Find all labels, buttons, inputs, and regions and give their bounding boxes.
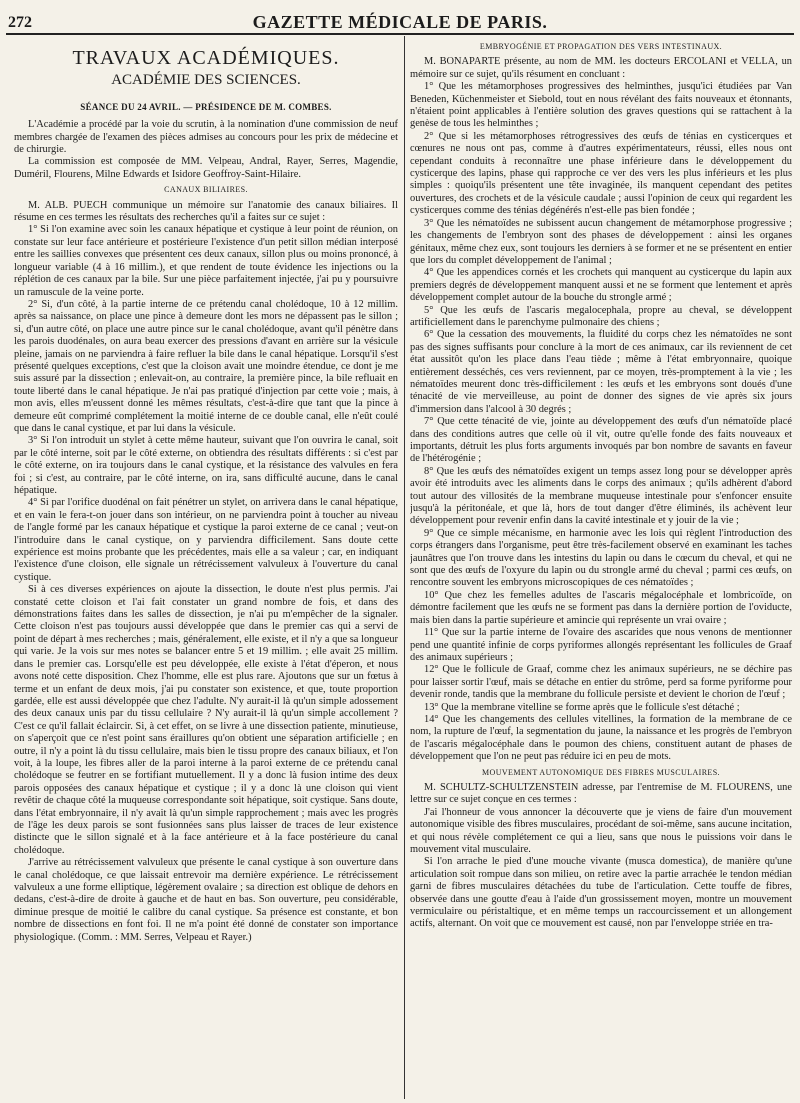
paragraph: 1° Que les métamorphoses progressives des helminthes, jusqu'ici étudiées par Van Beneden, Küchenmeister et Siebold, tout en nous révélant des faits nouveaux et étonnants, n'étaient point applicables à l'entière solution des graves questions qui se rattachent à la genèse de tous les helminthes ; bbox=[410, 81, 792, 130]
paragraph: 11° Que sur la partie interne de l'ovaire des ascarides que nous venons de mentionner pend une quantité infinie de corps pyriformes allongés représentant les follicules de Graaf des animaux supérieurs ; bbox=[410, 627, 792, 663]
paragraph: J'arrive au rétrécissement valvuleux que présente le canal cystique à son ouverture dans le canal cholédoque, ce que laissait entrevoir ma dernière expérience. Le rétrécissement valvuleux a une forme elliptique, légèrement ovalaire ; sa direction est oblique de dehors en dedans, c'est-à-dire de droite à gauche et de haut en bas. Son ouverture, peu considérable, diminue presque de moitié le calibre du canal cystique. Sa présence est constante, et bon nombre de dissections en font foi. Il ne m'a point été donné de constater son importance physiologique. (Comm. : MM. Serres, Velpeau et Rayer.) bbox=[14, 857, 398, 943]
paragraph: 14° Que les changements des cellules vitellines, la formation de la membrane de ce nom, la rupture de l'œuf, la segmentation du jaune, la naissance et les progrès de l'embryon de l'ascaris mégalocéphale dans le poumon des chiens, constituent autant de phases de développement que l'on ne peut pas réduire ici en peu de mots. bbox=[410, 713, 792, 763]
right-column bbox=[410, 38, 792, 1099]
page-header bbox=[6, 4, 794, 34]
paragraph: 5° Que les œufs de l'ascaris megalocephala, propre au cheval, se développent artificiellement dans le parenchyme pulmonaire des chiens ; bbox=[410, 304, 792, 328]
page-number: 272 bbox=[8, 14, 32, 31]
section-heading: CANAUX BILIAIRES. bbox=[164, 185, 248, 195]
column-divider bbox=[404, 36, 405, 1099]
section-heading: MOUVEMENT AUTONOMIQUE DES FIBRES MUSCULAIRES. bbox=[482, 767, 720, 777]
paragraph: 13° Que la membrane vitelline se forme après que le follicule s'est détaché ; bbox=[424, 701, 740, 713]
paragraph: Si l'on arrache le pied d'une mouche vivante (musca domestica), de manière qu'une articulation soit rompue dans son milieu, on retire avec la partie arrachée le tendon médian garni de fibres musculaires détachées du tube de l'articulation. Cette touffe de fibres, observée dans une goutte d'eau à l'aide d'un grossissement moyen, montre un mouvement vermiculaire ou péristaltique, et en même temps un raccourcissement et un allongement actifs, alternant. On voit que ce mouvement est causé, non par l'enveloppe striée en tra- bbox=[410, 856, 792, 930]
journal-title: GAZETTE MÉDICALE DE PARIS. bbox=[252, 12, 548, 32]
section-heading: EMBRYOGÉNIE ET PROPAGATION DES VERS INTESTINAUX. bbox=[479, 42, 723, 51]
paragraph: 9° Que ce simple mécanisme, en harmonie avec les lois qui règlent l'introduction des corps étrangers dans l'organisme, peut être très-facilement observé en examinant les taches jaunâtres que l'on trouve dans les intestins du lapin ou dans le cœcum du cheval, et qui ne sont que des œufs de l'oxyure du lapin ou du strongle armé du cheval ; parmi ces œufs, on rencontre souvent les embryons microscopiques de ces nématoïdes ; bbox=[410, 527, 792, 589]
paragraph: J'ai l'honneur de vous annoncer la découverte que je viens de faire d'un mouvement autonomique visible des fibres musculaires, procédant de soi-même, sans aucune incitation, et qui nous révèle complétement ce qui a lieu, sans que nous le puissions voir dans le mouvement vital musculaire. bbox=[410, 806, 792, 855]
paragraph: M. ALB. PUECH communique un mémoire sur l'anatomie des canaux biliaires. Il résume en ces termes les résultats des recherches qu'il a faites sur ce sujet : bbox=[14, 199, 398, 224]
paragraph: La commission est composée de MM. Velpeau, Andral, Rayer, Serres, Magendie, Duméril, Flourens, Milne Edwards et Isidore Geoffroy-Saint-Hilaire. bbox=[14, 156, 398, 180]
paragraph: 6° Que la cessation des mouvements, la fluidité du corps chez les nématoïdes ne sont pas des signes suffisants pour conclure à la mort de ces animaux, car ils reviennent de cet état aussitôt qu'on les place dans l'eau tiède ; même à l'état embryonnaire, quoique entièrement desséchés, ces vers reviennent, par ce moyen, très-promptement à la vie ; les nématoïdes meurent donc très-difficilement : les œufs et les embryons sont doués d'une ténacité de vie merveilleuse, au point de donner des signes de vie après six jours d'immersion dans l'alcool à 30 degrés ; bbox=[410, 329, 792, 415]
paragraph: 12° Que le follicule de Graaf, comme chez les animaux supérieurs, ne se déchire pas pour laisser sortir l'œuf, mais se détache en entier du strôme, perd sa forme pyriforme pour devenir ronde, tandis que la membrane du follicule persiste et devient le chorion de l'œuf ; bbox=[410, 664, 792, 701]
paragraph: 4° Que les appendices cornés et les crochets qui manquent au cysticerque du lapin aux premiers degrés de développement manquent aussi et ne se forment que lentement et après développement complet autour de la bouche du strongle armé ; bbox=[410, 267, 792, 304]
paragraph: Si à ces diverses expériences on ajoute la dissection, le doute n'est plus permis. J'ai constaté cette cloison et l'ai fait constater un grand nombre de fois, et dans des démonstrations faites dans les salles de dissection, je n'ai pu m'empêcher de la signaler. Cette cloison n'est pas toujours aussi développée que dans le premier cas qui a servi de point de départ à mes recherches ; mais, généralement, elle existe, et il n'y a que sa longueur qui varie. Je la vois sur mes notes se balancer entre 5 et 19 millim. ; elle avait 25 millim. dans le premier cas. Lorsqu'elle est peu développée, elle existe à l'état d'éperon, et nous avons noté cette disposition. Chez l'homme, elle est plus rare. Ajoutons que sur un fœtus à terme et un enfant de deux mois, j'ai pu constater son existence, et que, toute proportion gardée, elle est aussi développée que chez l'adulte. N'y aurait-il là qu'un simple adossement des deux canaux unis par du tissu cellulaire ? N'y aurait-il là qu'un simple accollement ? C'est ce qu'il fallait éclaircir. Si, à cet effet, on se livre à une dissection patiente, minutieuse, on s'aperçoit que ce n'est point sans éraillures qu'on obtient une séparation artificielle ; en outre, il n'y a point là du tissu cellulaire, mais bien le tissu propre des canaux biliaux, et l'on voit, à la loupe, les fibres aller de la paroi interne à la paroi externe de ce prétendu canal cholédoque se feutrer en se fortifiant mutuellement. Il y a donc là fusion intime des deux parois opposées des canaux hépatique et cystique ; il y a donc là une cloison qui vient revêtir de chaque côté la muqueuse correspondante soit hépatique, soit cystique. Sans doute, dans l'état embryonnaire, il n'y avait là qu'un simple rapprochement ; mais avec les progrès de l'âge les deux parois se sont fusionnées sans plus laisser de traces de leur existence distincte que le sillon signalé et à la face antérieure et à la face postérieure du canal cholédoque. bbox=[14, 584, 398, 856]
paragraph: 1° Si l'on examine avec soin les canaux hépatique et cystique à leur point de réunion, on constate sur leur face antérieure et postérieure l'existence d'un petit sillon médian interposé entre les saillies convexes que présentent ces deux canaux, sillon plus ou moins prononcé, à longueur variable (4 à 16 millim.), et que rendent de toute évidence les injections ou la réplétion de ces canaux par la bile. Sur une pièce parfaitement injectée, j'ai pu y poursuivre un ramuscule de la veine porte. bbox=[14, 224, 398, 298]
paragraph: 3° Si l'on introduit un stylet à cette même hauteur, suivant que l'on ouvrira le canal, soit par le côté interne, soit par le côté externe, on obtiendra des résultats différents : si c'est par le côté externe, on ira toujours dans le canal cystique, et la résistance des valvules en fera foi ; si c'est, au contraire, par le côté interne, on ira, sans difficulté aucune, dans le canal hépatique. bbox=[14, 435, 398, 496]
paragraph: 7° Que cette ténacité de vie, jointe au développement des œufs d'un nématoïde placé dans des conditions autres que celle où il vit, outre qu'elle fonde des faits nouveaux et importants, détruit les plus forts arguments invoqués par bon nombre de savants en faveur de l'hétérogénie ; bbox=[410, 416, 792, 465]
paragraph: M. BONAPARTE présente, au nom de MM. les docteurs ERCOLANI et VELLA, un mémoire sur ce sujet, qu'ils résument en concluant : bbox=[410, 56, 792, 80]
paragraph: 3° Que les nématoïdes ne subissent aucun changement de métamorphose progressive ; les changements de l'embryon sont des phases de développement : ainsi les organes génitaux, même chez eux, sont toujours les derniers à se former et ne se présentent en entier que lors du complet développement de l'animal ; bbox=[410, 217, 792, 266]
paragraph: 2° Que si les métamorphoses rétrogressives des œufs de ténias en cysticerques et cœnures ne nous ont pas, comme à d'autres expérimentateurs, réussi, elles nous ont cependant conduits à reconnaître une phase inférieure dans le développement du cysticerque des lapins, phase qui rapproche ce ver des vers les plus inférieurs et les plus simples : quoiqu'ils présentent une tête invaginée, ils manquent cependant des petites ouvertures, des crochets et de la vésicule caudale ; aussi l'opinion de ceux qui regardent les cysticerques comme des ténias dégénérés n'est-elle pas bien fondée ; bbox=[410, 130, 792, 217]
paragraph: 4° Si par l'orifice duodénal on fait pénétrer un stylet, on arrivera dans le canal hépatique, et en vain le fera-t-on jouer dans son intérieur, on ne parviendra point à toucher au niveau de l'angle formé par les canaux hépatique et cystique la paroi externe de ce canal ; veut-on l'introduire dans le canal cystique, on y parviendra difficilement. Sans doute cette expérience est moins probante que les précédentes, mais elle a sa valeur ; car, en indiquant l'existence d'une cloison, elle signale un rétrécissement valvuleux à l'ouverture du canal cystique. bbox=[14, 497, 398, 583]
paragraph: 10° Que chez les femelles adultes de l'ascaris mégalocéphale et lombricoïde, on démontre facilement que les œufs ne se forment pas dans la dernière portion de l'oviducte, mais bien dans la partie supérieure et amincie qui représente un vrai ovaire ; bbox=[410, 589, 792, 626]
paragraph: 2° Si, d'un côté, à la partie interne de ce prétendu canal cholédoque, 10 à 12 millim. après sa naissance, on place une pince à demeure dont les mors ne dépassent pas le sillon ; si, d'un autre côté, on place une autre pince sur le canal cholédoque, avant qu'il pénètre dans les parois duodénales, on aura beau exercer des pressions d'avant en arrière sur la vésicule pleine, jamais on ne parviendra à faire refluer la bile dans le canal hépatique. Lorsqu'il s'est présenté quelques exceptions, c'est que la cloison avait une moindre étendue, ce dont je me suis assuré par la dissection ; enlevait-on, au contraire, la première pince, la bile refluait en toute liberté dans le canal hépatique. Je n'ai pas pratiqué d'injection par cette voie ; mais, à mon avis, elles m'eussent donné les mêmes résultats, c'est-à-dire que tant que la pince à demeure eût comprimé complétement la moitié interne de ce double canal, elle n'eût coulé que dans le canal cystique, et par lui dans la vésicule. bbox=[14, 298, 398, 434]
left-column bbox=[14, 38, 398, 1099]
paragraph: 8° Que les œufs des nématoïdes exigent un temps assez long pour se développer après avoir été introduits avec les aliments dans le corps des animaux ; qu'ils adhèrent d'abord tout autour des villosités de la membrane muqueuse intestinale pour s'enfoncer ensuite jusqu'à la péritonéale, et que là, hors de tout danger d'être éliminés, ils achèvent leur développement pour revenir enfin dans la cavité intestinale et y jouir de la vie ; bbox=[410, 465, 792, 527]
section-title: TRAVAUX ACADÉMIQUES. bbox=[72, 47, 340, 69]
paragraph: M. SCHULTZ-SCHULTZENSTEIN adresse, par l'entremise de M. FLOURENS, une lettre sur ce sujet conçue en ces termes : bbox=[410, 781, 792, 806]
paragraph: L'Académie a procédé par la voie du scrutin, à la nomination d'une commission de neuf membres chargée de l'examen des pièces admises au concours pour les prix de médecine et de chirurgie. bbox=[14, 119, 398, 156]
seance-line: SÉANCE DU 24 AVRIL. — PRÉSIDENCE DE M. COMBES. bbox=[80, 101, 332, 112]
header-rule bbox=[6, 33, 794, 35]
section-subtitle: ACADÉMIE DES SCIENCES. bbox=[111, 72, 301, 89]
